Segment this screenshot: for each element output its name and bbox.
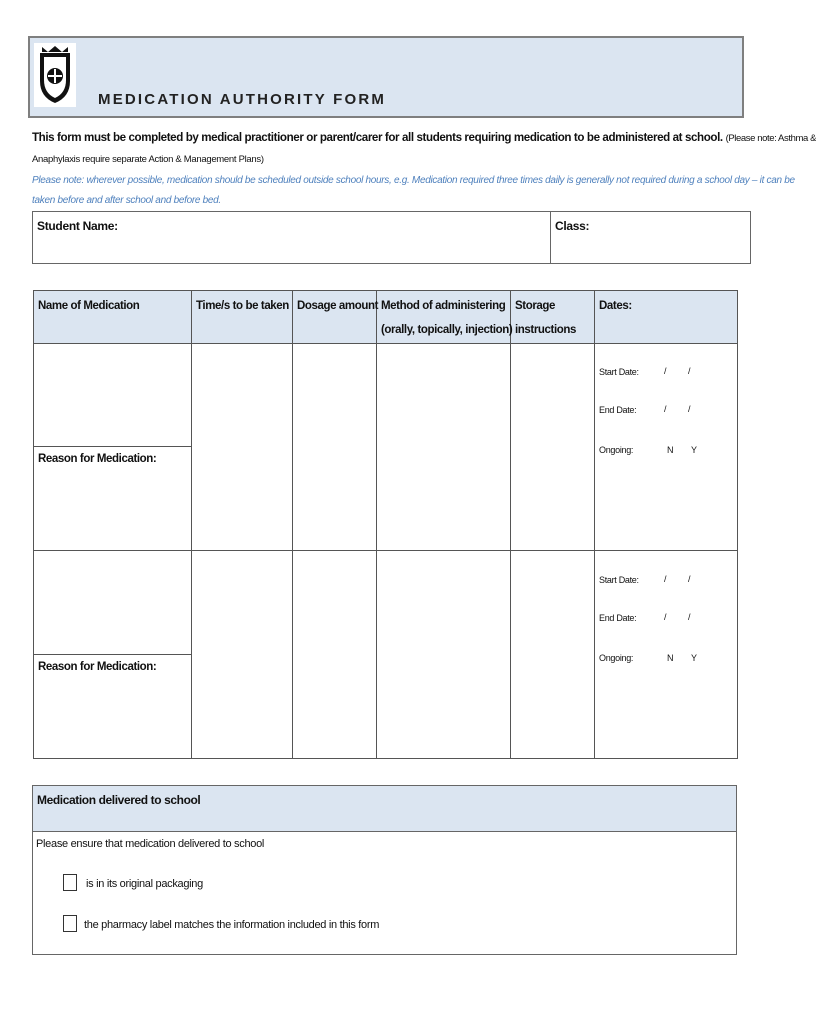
scheduling-note-line-1: Please note: wherever possible, medication should be scheduled outside school hours, e.g. Medication required three times daily is generally not required during a school day – it can be	[32, 175, 795, 186]
intro-note-start: (Please note: Asthma &	[725, 133, 816, 144]
date-slash: /	[688, 574, 691, 584]
date-slash: /	[664, 366, 667, 376]
original-packaging-checkbox[interactable]	[63, 874, 77, 891]
intro-note-end: Anaphylaxis require separate Action & Management Plans)	[32, 154, 264, 165]
delivery-instruction: Please ensure that medication delivered to school	[36, 838, 265, 850]
col-name-of-medication: Name of Medication	[38, 300, 140, 312]
table-header-bottom	[33, 343, 738, 344]
ongoing-yes-option[interactable]: Y	[691, 445, 697, 455]
ongoing-label: Ongoing:	[599, 653, 634, 663]
form-title: MEDICATION AUTHORITY FORM	[98, 91, 387, 108]
date-slash: /	[688, 404, 691, 414]
intro-text	[32, 131, 816, 144]
ongoing-yes-option[interactable]: Y	[691, 653, 697, 663]
original-packaging-label: is in its original packaging	[86, 878, 203, 890]
end-date-label: End Date:	[599, 405, 637, 415]
table-col-divider	[292, 290, 293, 759]
start-date-label: Start Date:	[599, 575, 639, 585]
table-col-divider	[191, 290, 192, 759]
start-date-label: Start Date:	[599, 367, 639, 377]
reason-divider	[33, 446, 191, 447]
intro-main-text: This form must be completed by medical practitioner or parent/carer for all students requiring medication to be administered at school.	[32, 131, 723, 144]
date-slash: /	[688, 612, 691, 622]
table-border-left	[33, 290, 34, 759]
delivery-title: Medication delivered to school	[37, 793, 201, 807]
table-col-divider	[376, 290, 377, 759]
date-slash: /	[664, 612, 667, 622]
student-info-box	[32, 211, 751, 264]
table-border-bottom	[33, 758, 738, 759]
pharmacy-label-checkbox[interactable]	[63, 915, 77, 932]
reason-divider	[33, 654, 191, 655]
table-border-right	[737, 290, 738, 759]
col-storage-detail: instructions	[515, 324, 577, 336]
student-box-divider	[550, 211, 551, 264]
ongoing-label: Ongoing:	[599, 445, 634, 455]
col-times-to-be-taken: Time/s to be taken	[196, 300, 289, 312]
table-col-divider	[594, 290, 595, 759]
pharmacy-label-text: the pharmacy label matches the information included in this form	[84, 919, 380, 931]
ongoing-no-option[interactable]: N	[667, 445, 674, 455]
student-name-field[interactable]: Student Name:	[37, 219, 118, 233]
col-method-detail: (orally, topically, injection)	[381, 324, 513, 336]
col-dosage-amount: Dosage amount	[297, 300, 379, 312]
date-slash: /	[688, 366, 691, 376]
date-slash: /	[664, 404, 667, 414]
col-method: Method of administering	[381, 300, 506, 312]
col-dates: Dates:	[599, 300, 632, 312]
end-date-label: End Date:	[599, 613, 637, 623]
date-slash: /	[664, 574, 667, 584]
school-crest-icon	[34, 43, 76, 107]
table-row-divider	[33, 550, 738, 551]
ongoing-no-option[interactable]: N	[667, 653, 674, 663]
col-storage: Storage	[515, 300, 556, 312]
reason-for-medication-label: Reason for Medication:	[38, 661, 157, 673]
reason-for-medication-label: Reason for Medication:	[38, 453, 157, 465]
table-border-top	[33, 290, 738, 291]
table-col-divider	[510, 290, 511, 759]
class-field[interactable]: Class:	[555, 219, 590, 233]
scheduling-note-line-2: taken before and after school and before bed.	[32, 195, 221, 206]
